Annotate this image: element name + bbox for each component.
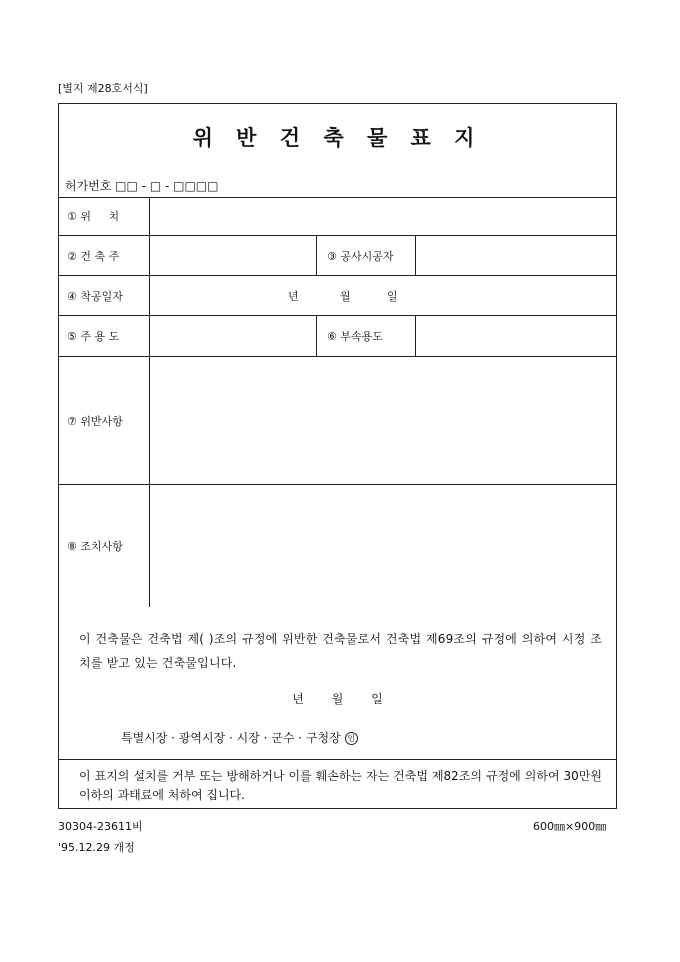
signer-title: 특별시장 · 광역시장 · 시장 · 군수 · 구청장 (121, 731, 341, 745)
form-number: [별지 제28호서식] (58, 82, 148, 95)
row-use (59, 316, 616, 357)
notice-month-unit: 월 (331, 692, 344, 706)
violation-sign-form (58, 103, 617, 809)
label-location: ① 위 치 (59, 197, 150, 235)
revision-date: '95.12.29 개정 (58, 841, 135, 854)
notice-signer (121, 729, 358, 746)
seal-icon: 인 (345, 732, 358, 745)
row-owner (59, 236, 616, 276)
label-owner: ② 건 축 주 (59, 236, 150, 275)
permit-number: 허가번호 □□ - □ - □□□□ (65, 179, 219, 193)
notice-day-unit: 일 (371, 692, 383, 706)
label-violation: ⑦ 위반사항 (59, 357, 150, 484)
row-start-date (59, 276, 616, 316)
warning-text: 이 표지의 설치를 거부 또는 방해하거나 이를 훼손하는 자는 건축법 제82조의 규정에 의하여 30만원이하의 과태료에 처하여 집니다. (79, 769, 602, 802)
label-start-date: ④ 착공일자 (59, 276, 150, 315)
notice-year-unit: 년 (292, 692, 304, 706)
month-unit: 월 (340, 289, 351, 303)
form-code: 30304-23611비 (58, 820, 143, 833)
row-violation (59, 357, 616, 485)
form-title: 위 반 건 축 물 표 지 (192, 125, 483, 150)
label-sub-use: ⑥ 부속용도 (316, 316, 416, 356)
row-location (59, 197, 616, 236)
notice-section (59, 607, 616, 760)
label-contractor: ③ 공사시공자 (316, 236, 416, 275)
form-header (59, 104, 616, 198)
start-date-units (150, 276, 618, 315)
form-size: 600㎜×900㎜ (533, 820, 607, 833)
notice-text: 이 건축물은 건축법 제( )조의 규정에 위반한 건축물로서 건축법 제69조의 규정에 의하여 시정 조치를 받고 있는 건축물입니다. (79, 632, 602, 670)
label-main-use: ⑤ 주 용 도 (59, 316, 150, 356)
day-unit: 일 (387, 289, 398, 303)
year-unit: 년 (288, 289, 299, 303)
row-action (59, 485, 616, 607)
label-action: ⑧ 조치사항 (59, 485, 150, 607)
notice-date (59, 690, 616, 707)
